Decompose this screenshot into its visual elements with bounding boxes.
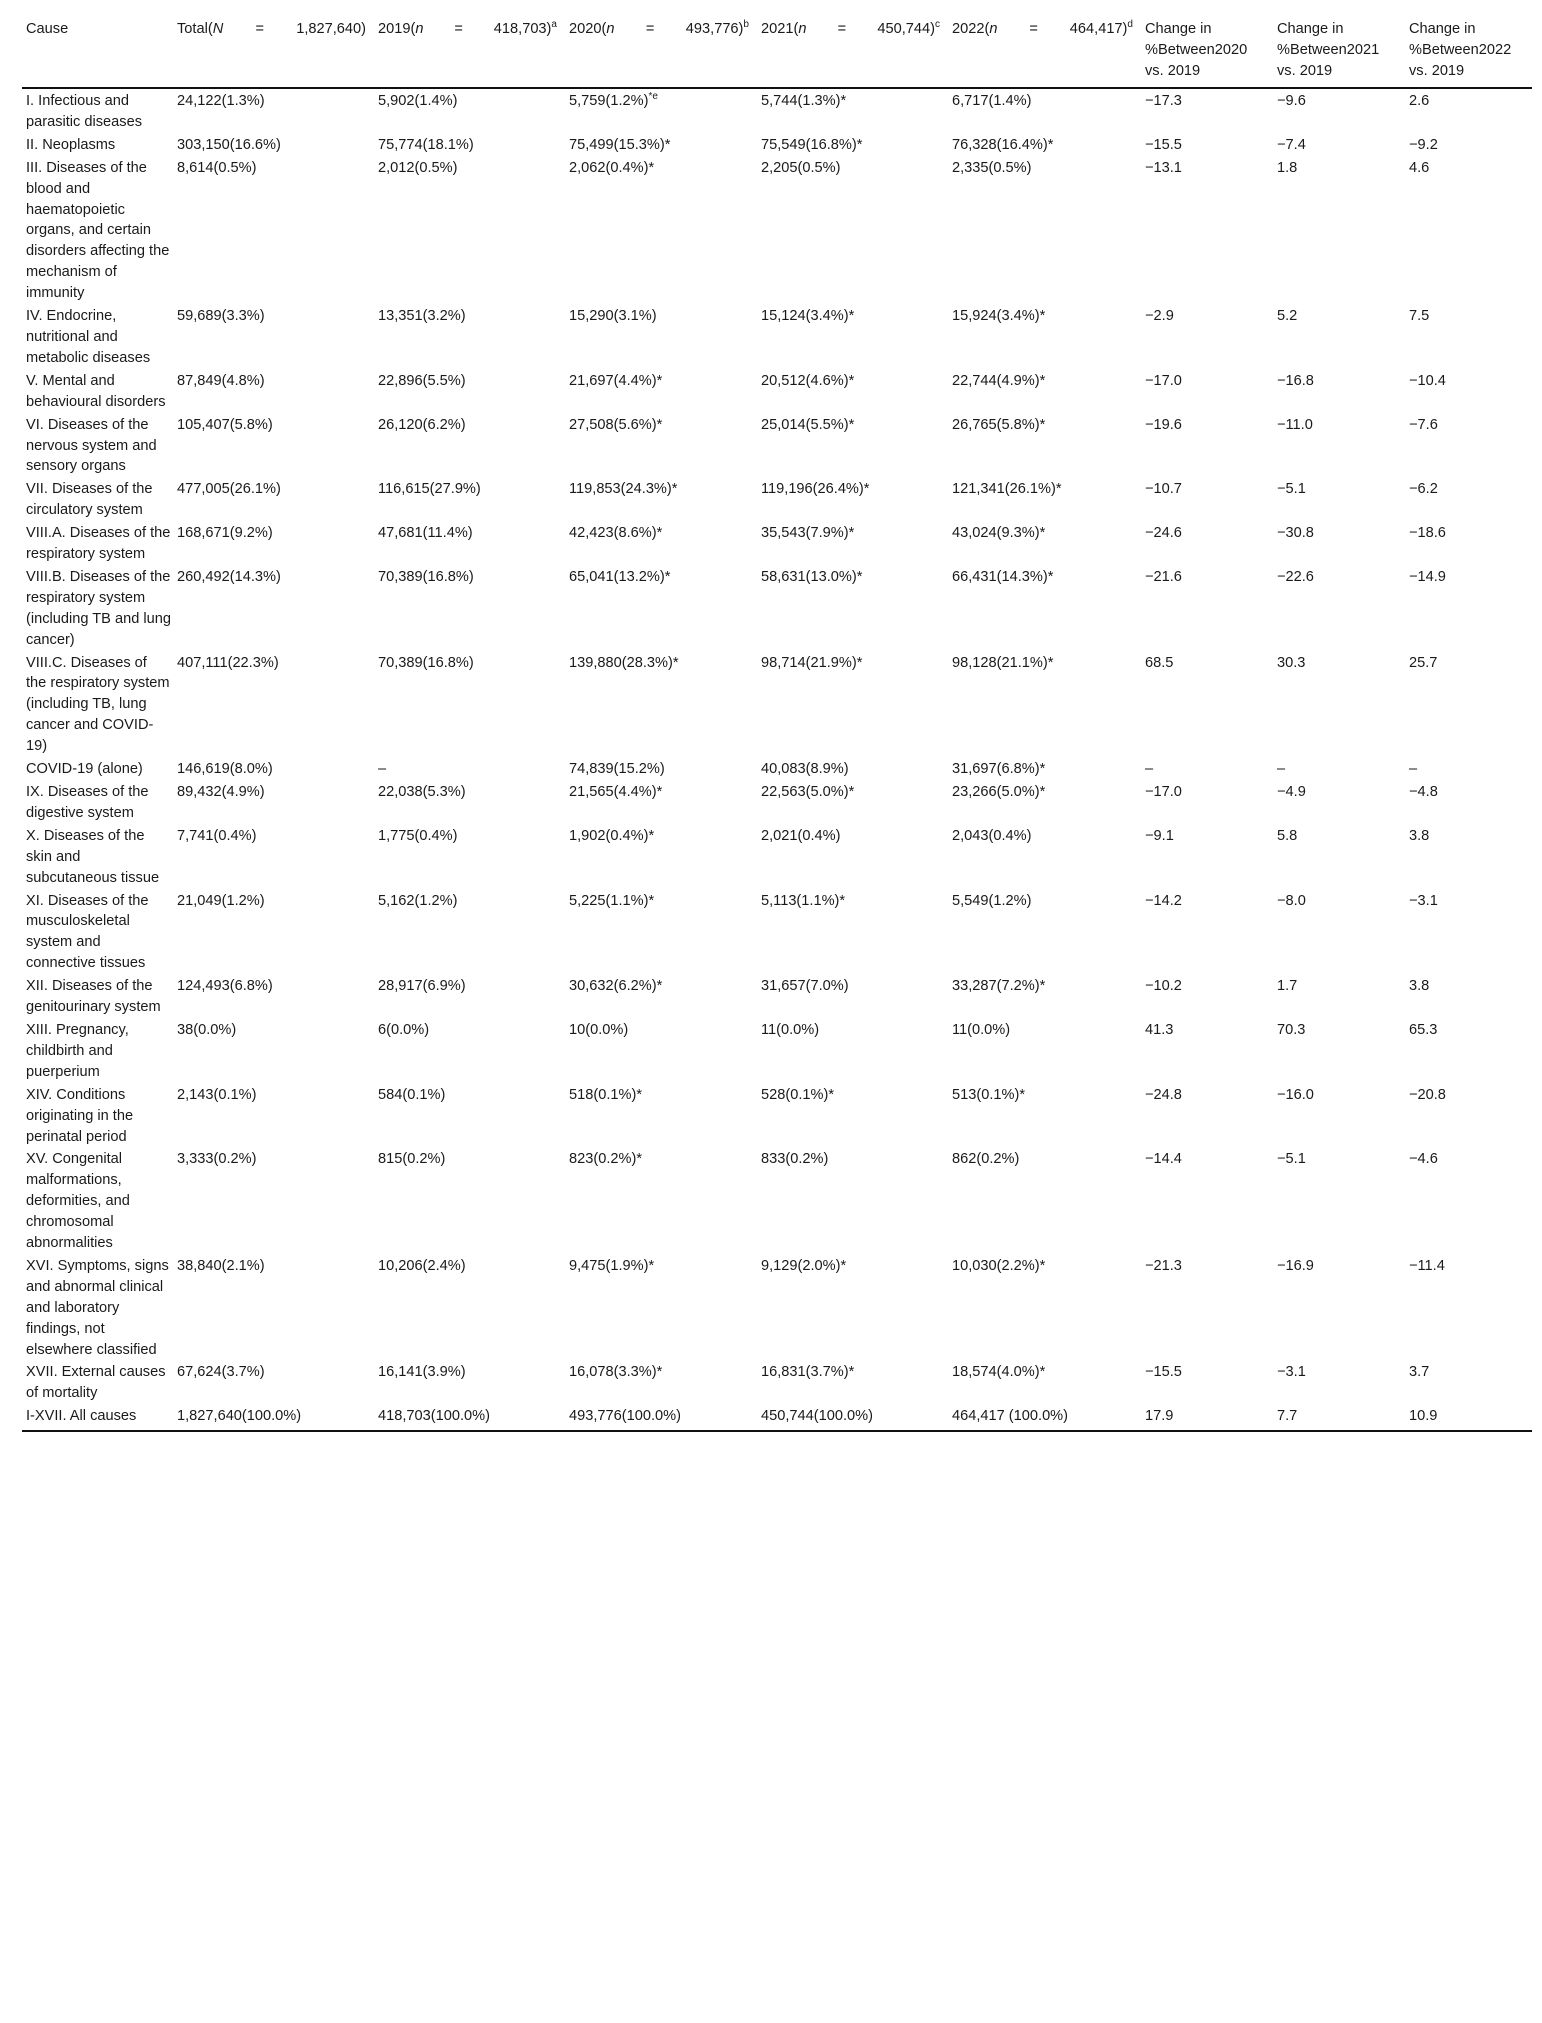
total-cell: 89,432(4.9%) — [177, 784, 265, 800]
cause-cell: IX. Diseases of the digestive system — [26, 784, 149, 821]
change-2022-cell: 3.8 — [1409, 827, 1430, 844]
change-2022-cell: −18.6 — [1409, 525, 1446, 542]
y2021-cell: 11(0.0%) — [761, 1021, 820, 1038]
total-cell: 87,849(4.8%) — [177, 372, 265, 389]
total-cell: 124,493(6.8%) — [177, 978, 273, 995]
y2021-cell: 40,083(8.9%) — [761, 761, 849, 778]
y2022-cell: 2,335(0.5%) — [952, 159, 1032, 176]
table-row — [22, 156, 1532, 304]
total-cell: 303,150(16.6%) — [177, 136, 281, 153]
y2019-cell: 22,896(5.5%) — [378, 372, 466, 389]
y2019-cell: 418,703(100.0%) — [378, 1404, 569, 1431]
cause-cell: I-XVII. All causes — [22, 1404, 177, 1431]
change-2022-cell: −11.4 — [1409, 1257, 1445, 1274]
change-2021-cell: −8.0 — [1277, 892, 1306, 909]
y2019-cell: 22,038(5.3%) — [378, 784, 466, 800]
table-row — [22, 477, 1532, 521]
change-2022-cell: −20.8 — [1409, 1086, 1446, 1103]
total-cell: 407,111(22.3%) — [177, 654, 279, 671]
y2021-cell: 5,113(1.1%)* — [761, 892, 846, 909]
y2021-cell: 15,124(3.4%)* — [761, 308, 855, 325]
change-2021-cell: −16.9 — [1277, 1257, 1314, 1274]
cause-cell: I. Infectious and parasitic diseases — [26, 93, 142, 130]
header-2022: 2022(n = 464,417)$^d$ — [952, 8, 1145, 88]
change-2020-cell: −19.6 — [1145, 416, 1182, 433]
table-row — [22, 1083, 1532, 1148]
y2021-cell: 450,744(100.0%) — [761, 1404, 952, 1431]
change-2020-cell: 17.9 — [1145, 1404, 1277, 1431]
change-2022-cell: 7.5 — [1409, 308, 1430, 325]
cause-cell: III. Diseases of the blood and haematopoietic organs, and certain disorders affecting the mechanism of immunity — [26, 159, 170, 302]
header-cause: Cause — [22, 8, 177, 88]
cause-cell: X. Diseases of the skin and subcutaneous tissue — [26, 827, 160, 886]
change-2021-cell: – — [1277, 761, 1286, 778]
change-2020-cell: −15.5 — [1145, 1364, 1182, 1381]
change-2020-cell: −17.0 — [1145, 372, 1182, 389]
change-2022-cell: 25.7 — [1409, 654, 1438, 671]
y2020-cell: 15,290(3.1%) — [569, 308, 657, 325]
total-cell: 38(0.0%) — [177, 1021, 237, 1038]
y2020-cell: 21,565(4.4%)* — [569, 784, 663, 800]
table-row — [22, 521, 1532, 565]
cause-cell: VI. Diseases of the nervous system and sensory organs — [26, 416, 157, 475]
change-2021-cell: 1.7 — [1277, 978, 1298, 995]
y2021-cell: 31,657(7.0%) — [761, 978, 849, 995]
y2019-cell: 5,902(1.4%) — [378, 93, 458, 109]
change-2021-cell: 1.8 — [1277, 159, 1298, 176]
total-cell: 3,333(0.2%) — [177, 1151, 257, 1168]
change-2021-cell: −4.9 — [1277, 784, 1306, 800]
y2019-cell: 116,615(27.9%) — [378, 481, 481, 498]
y2020-cell: 1,902(0.4%)* — [569, 827, 655, 844]
y2019-cell: 1,775(0.4%) — [378, 827, 458, 844]
y2021-cell: 35,543(7.9%)* — [761, 525, 855, 542]
y2022-cell: 76,328(16.4%)* — [952, 136, 1054, 153]
table-row — [22, 88, 1532, 133]
y2022-cell: 66,431(14.3%)* — [952, 568, 1054, 585]
change-2022-cell: −7.6 — [1409, 416, 1438, 433]
total-cell: 168,671(9.2%) — [177, 525, 273, 542]
y2020-cell: 30,632(6.2%)* — [569, 978, 663, 995]
change-2021-cell: 5.8 — [1277, 827, 1298, 844]
change-2021-cell: −30.8 — [1277, 525, 1314, 542]
change-2022-cell: – — [1409, 761, 1418, 778]
table-row — [22, 133, 1532, 156]
header-total: Total(N = 1,827,640) — [177, 8, 378, 88]
y2022-cell: 513(0.1%)* — [952, 1086, 1026, 1103]
y2022-cell: 26,765(5.8%)* — [952, 416, 1046, 433]
change-2022-cell: 10.9 — [1409, 1404, 1532, 1431]
change-2021-cell: −16.8 — [1277, 372, 1314, 389]
total-cell: 8,614(0.5%) — [177, 159, 257, 176]
change-2021-cell: 5.2 — [1277, 308, 1298, 325]
change-2020-cell: −14.4 — [1145, 1151, 1182, 1168]
cause-cell: XIII. Pregnancy, childbirth and puerperium — [26, 1021, 129, 1080]
change-2020-cell: −21.6 — [1145, 568, 1182, 585]
y2022-cell: 22,744(4.9%)* — [952, 372, 1046, 389]
change-2020-cell: −17.0 — [1145, 784, 1182, 800]
header-2020: 2020(n = 493,776)$^b$ — [569, 8, 761, 88]
y2022-cell: 23,266(5.0%)* — [952, 784, 1046, 800]
y2022-cell: 5,549(1.2%) — [952, 892, 1032, 909]
table-row — [22, 1254, 1532, 1361]
y2019-cell: 6(0.0%) — [378, 1021, 430, 1038]
y2022-cell: 15,924(3.4%)* — [952, 308, 1046, 325]
cause-cell: COVID-19 (alone) — [26, 761, 143, 778]
table-row — [22, 1360, 1532, 1404]
header-change-2022: Change in %Between2022 vs. 2019 — [1409, 8, 1532, 88]
y2020-cell: 2,062(0.4%)* — [569, 159, 655, 176]
cause-cell: IV. Endocrine, nutritional and metabolic diseases — [26, 308, 151, 366]
table-row — [22, 780, 1532, 824]
y2019-cell: 70,389(16.8%) — [378, 654, 474, 671]
y2019-cell: 70,389(16.8%) — [378, 568, 474, 585]
table-container — [22, 8, 1532, 1432]
cause-cell: II. Neoplasms — [26, 136, 116, 153]
y2022-cell: 2,043(0.4%) — [952, 827, 1032, 844]
change-2022-cell: 3.7 — [1409, 1364, 1430, 1381]
y2019-cell: – — [378, 761, 387, 778]
change-2022-cell: −4.6 — [1409, 1151, 1438, 1168]
y2021-cell: 2,205(0.5%) — [761, 159, 841, 176]
y2019-cell: 75,774(18.1%) — [378, 136, 474, 153]
y2020-cell: 493,776(100.0%) — [569, 1404, 761, 1431]
change-2021-cell: 7.7 — [1277, 1404, 1409, 1431]
cause-cell: XI. Diseases of the musculoskeletal system and connective tissues — [26, 892, 149, 972]
change-2021-cell: −16.0 — [1277, 1086, 1314, 1103]
change-2020-cell: −24.8 — [1145, 1086, 1182, 1103]
header-row — [22, 8, 1532, 88]
y2022-cell: 121,341(26.1%)* — [952, 481, 1062, 498]
y2020-cell: 16,078(3.3%)* — [569, 1364, 663, 1381]
cause-cell: XVI. Symptoms, signs and abnormal clinical and laboratory findings, not elsewhere classified — [26, 1257, 169, 1358]
header-change-2021: Change in %Between2021 vs. 2019 — [1277, 8, 1409, 88]
change-2020-cell: −13.1 — [1145, 159, 1182, 176]
cause-cell: V. Mental and behavioural disorders — [26, 372, 166, 410]
change-2022-cell: −6.2 — [1409, 481, 1438, 498]
change-2021-cell: 70.3 — [1277, 1021, 1306, 1038]
y2020-cell: 518(0.1%)* — [569, 1086, 643, 1103]
total-cell: 2,143(0.1%) — [177, 1086, 257, 1103]
change-2020-cell: −10.2 — [1145, 978, 1182, 995]
y2020-cell: 823(0.2%)* — [569, 1151, 643, 1168]
change-2020-cell: 68.5 — [1145, 654, 1174, 671]
table-row — [22, 974, 1532, 1018]
change-2020-cell: −10.7 — [1145, 481, 1182, 498]
change-2020-cell: −2.9 — [1145, 308, 1174, 325]
table-row — [22, 304, 1532, 369]
y2020-cell: 9,475(1.9%)* — [569, 1257, 655, 1274]
y2022-cell: 33,287(7.2%)* — [952, 978, 1046, 995]
cause-cell: XVII. External causes of mortality — [26, 1364, 166, 1402]
y2019-cell: 16,141(3.9%) — [378, 1364, 466, 1381]
footnote-mark: *e — [648, 91, 658, 103]
y2020-cell: $5,759(1.2\%)^{*e}$ — [569, 91, 658, 109]
y2020-cell: 65,041(13.2%)* — [569, 568, 671, 585]
change-2022-cell: 65.3 — [1409, 1021, 1438, 1038]
total-cell: 59,689(3.3%) — [177, 308, 265, 325]
y2022-cell: 98,128(21.1%)* — [952, 654, 1054, 671]
table-row — [22, 413, 1532, 478]
y2020-cell: 5,225(1.1%)* — [569, 892, 655, 909]
table-row — [22, 565, 1532, 651]
total-cell: 105,407(5.8%) — [177, 416, 273, 433]
table-body — [22, 88, 1532, 1431]
change-2021-cell: −7.4 — [1277, 136, 1306, 153]
change-2022-cell: −9.2 — [1409, 136, 1438, 153]
y2022-cell: 6,717(1.4%) — [952, 93, 1032, 109]
table-row — [22, 757, 1532, 780]
change-2022-cell: 4.6 — [1409, 159, 1430, 176]
total-cell: 24,122(1.3%) — [177, 93, 265, 109]
y2022-cell: 10,030(2.2%)* — [952, 1257, 1046, 1274]
y2020-cell: 10(0.0%) — [569, 1021, 629, 1038]
header-2021: 2021(n = 450,744)$^c$ — [761, 8, 952, 88]
y2020-cell: 139,880(28.3%)* — [569, 654, 679, 671]
change-2020-cell: −14.2 — [1145, 892, 1182, 909]
change-2022-cell: −4.8 — [1409, 784, 1438, 800]
y2021-cell: 75,549(16.8%)* — [761, 136, 863, 153]
y2022-cell: 464,417 (100.0%) — [952, 1404, 1145, 1431]
total-cell: 7,741(0.4%) — [177, 827, 257, 844]
change-2020-cell: −24.6 — [1145, 525, 1182, 542]
change-2021-cell: 30.3 — [1277, 654, 1306, 671]
y2019-cell: 584(0.1%) — [378, 1086, 446, 1103]
table-row — [22, 1018, 1532, 1083]
change-2021-cell: −22.6 — [1277, 568, 1314, 585]
y2021-cell: 98,714(21.9%)* — [761, 654, 863, 671]
y2020-cell: 74,839(15.2%) — [569, 761, 665, 778]
change-2022-cell: 3.8 — [1409, 978, 1430, 995]
cause-cell: XII. Diseases of the genitourinary system — [26, 978, 161, 1016]
y2019-cell: 2,012(0.5%) — [378, 159, 458, 176]
change-2020-cell: −15.5 — [1145, 136, 1182, 153]
y2019-cell: 10,206(2.4%) — [378, 1257, 466, 1274]
y2021-cell: 528(0.1%)* — [761, 1086, 835, 1103]
change-2021-cell: −5.1 — [1277, 1151, 1306, 1168]
change-2020-cell: 41.3 — [1145, 1021, 1174, 1038]
total-cell: 21,049(1.2%) — [177, 892, 265, 909]
y2022-cell: 43,024(9.3%)* — [952, 525, 1046, 542]
change-2022-cell: −10.4 — [1409, 372, 1446, 389]
total-cell: 260,492(14.3%) — [177, 568, 281, 585]
y2022-cell: 31,697(6.8%)* — [952, 761, 1046, 778]
y2021-cell: 22,563(5.0%)* — [761, 784, 855, 800]
y2021-cell: 16,831(3.7%)* — [761, 1364, 855, 1381]
y2020-cell: 21,697(4.4%)* — [569, 372, 663, 389]
change-2021-cell: −9.6 — [1277, 93, 1306, 109]
y2019-cell: 47,681(11.4%) — [378, 525, 473, 542]
table-row — [22, 1147, 1532, 1254]
cause-cell: VIII.B. Diseases of the respiratory system (including TB and lung cancer) — [26, 568, 171, 648]
cause-cell: XIV. Conditions originating in the perinatal period — [26, 1086, 134, 1145]
change-2020-cell: −17.3 — [1145, 93, 1182, 109]
cause-cell: VIII.A. Diseases of the respiratory system — [26, 525, 171, 563]
table-row — [22, 824, 1532, 889]
mortality-table — [22, 8, 1532, 1432]
change-2020-cell: −9.1 — [1145, 827, 1174, 844]
y2021-cell: 9,129(2.0%)* — [761, 1257, 847, 1274]
total-cell: 67,624(3.7%) — [177, 1364, 265, 1381]
y2020-cell: 42,423(8.6%)* — [569, 525, 663, 542]
y2019-cell: 5,162(1.2%) — [378, 892, 458, 909]
y2021-cell: 119,196(26.4%)* — [761, 481, 870, 498]
y2021-cell: 2,021(0.4%) — [761, 827, 841, 844]
change-2021-cell: −11.0 — [1277, 416, 1313, 433]
change-2020-cell: – — [1145, 761, 1154, 778]
table-row — [22, 1404, 1532, 1431]
y2021-cell: 833(0.2%) — [761, 1151, 829, 1168]
cause-cell: VIII.C. Diseases of the respiratory system (including TB, lung cancer and COVID-19) — [26, 654, 170, 755]
y2021-cell: 5,744(1.3%)* — [761, 93, 847, 109]
y2021-cell: 58,631(13.0%)* — [761, 568, 863, 585]
change-2022-cell: −3.1 — [1409, 892, 1438, 909]
total-cell: 146,619(8.0%) — [177, 761, 273, 778]
table-row — [22, 651, 1532, 758]
y2020-cell: 27,508(5.6%)* — [569, 416, 663, 433]
total-cell: 38,840(2.1%) — [177, 1257, 265, 1274]
cause-cell: XV. Congenital malformations, deformities, and chromosomal abnormalities — [26, 1151, 130, 1252]
change-2022-cell: −14.9 — [1409, 568, 1446, 585]
y2020-cell: 119,853(24.3%)* — [569, 481, 678, 498]
y2021-cell: 20,512(4.6%)* — [761, 372, 855, 389]
y2022-cell: 862(0.2%) — [952, 1151, 1020, 1168]
y2022-cell: 11(0.0%) — [952, 1021, 1011, 1038]
table-row — [22, 889, 1532, 975]
y2022-cell: 18,574(4.0%)* — [952, 1364, 1046, 1381]
cause-cell: VII. Diseases of the circulatory system — [26, 481, 153, 519]
change-2021-cell: −3.1 — [1277, 1364, 1306, 1381]
change-2022-cell: 2.6 — [1409, 93, 1430, 109]
y2019-cell: 26,120(6.2%) — [378, 416, 466, 433]
y2019-cell: 28,917(6.9%) — [378, 978, 466, 995]
header-change-2020: Change in %Between2020 vs. 2019 — [1145, 8, 1277, 88]
y2019-cell: 815(0.2%) — [378, 1151, 446, 1168]
y2020-cell: 75,499(15.3%)* — [569, 136, 671, 153]
change-2021-cell: −5.1 — [1277, 481, 1306, 498]
total-cell: 1,827,640(100.0%) — [177, 1404, 378, 1431]
total-cell: 477,005(26.1%) — [177, 481, 281, 498]
header-2019: 2019(n = 418,703)$^a$ — [378, 8, 569, 88]
y2021-cell: 25,014(5.5%)* — [761, 416, 855, 433]
y2019-cell: 13,351(3.2%) — [378, 308, 466, 325]
table-row — [22, 369, 1532, 413]
change-2020-cell: −21.3 — [1145, 1257, 1182, 1274]
